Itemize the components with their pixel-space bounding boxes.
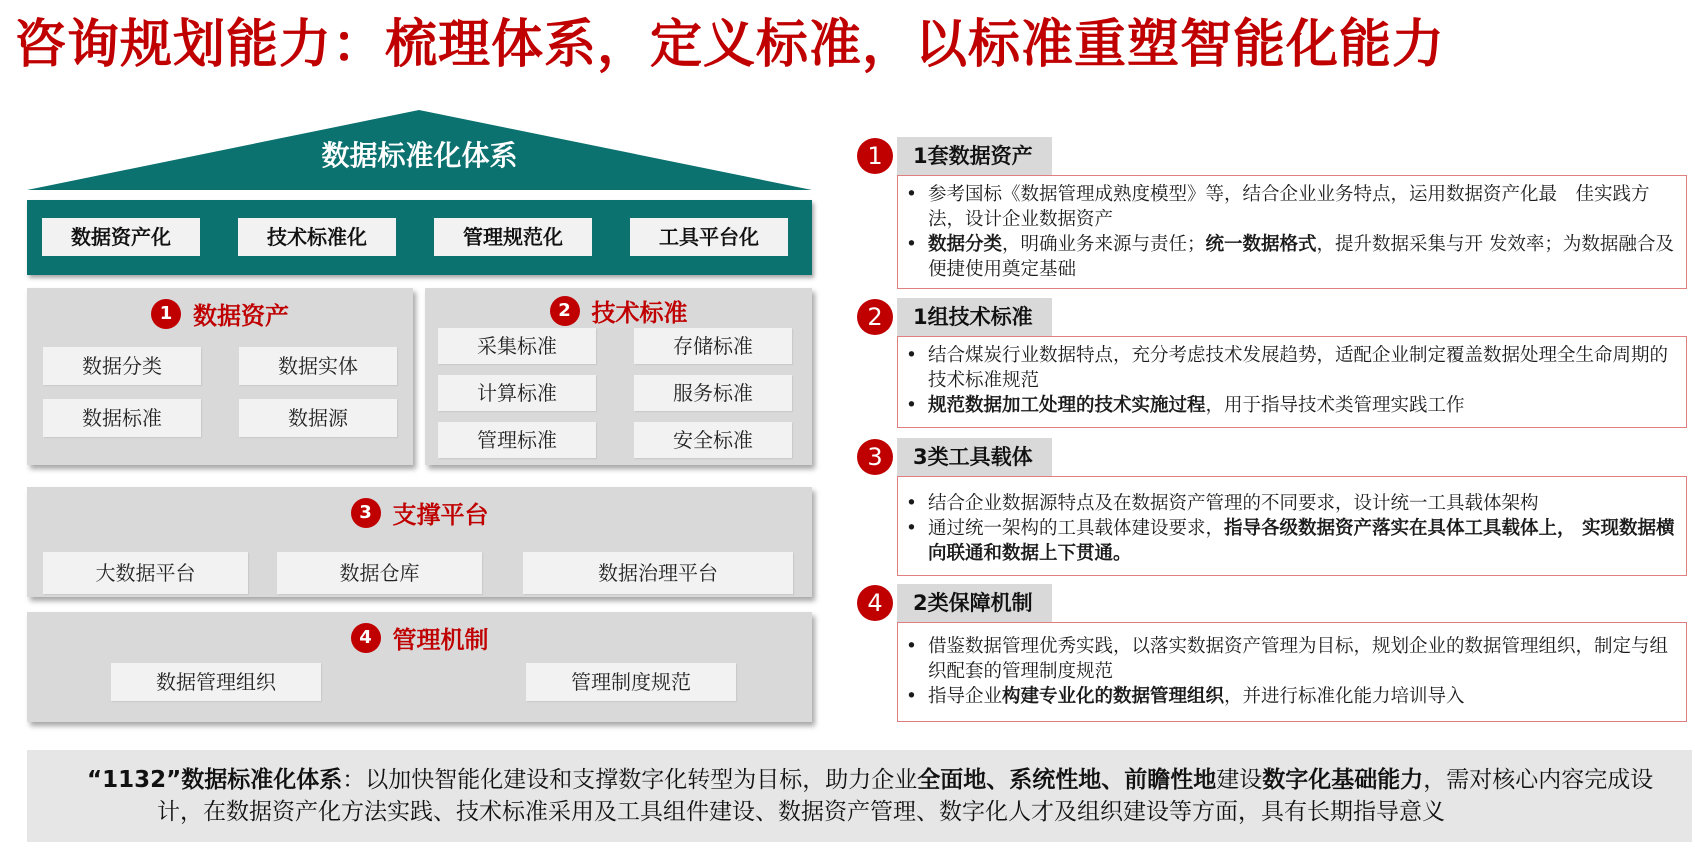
panel-heading [27,620,812,656]
bullet-item: • 结合煤炭行业数据特点，充分考虑技术发展趋势，适配企业制定覆盖数据处理全生命周期的技术标准规范 [898,343,1686,393]
page-title: 咨询规划能力：梳理体系，定义标准，以标准重塑智能化能力 [14,15,1446,75]
tag-data-standard: 数据标准 [43,399,201,437]
tag-management-system-spec: 管理制度规范 [526,663,736,701]
pillars-bar [27,200,812,275]
tag-data-classification: 数据分类 [43,347,201,385]
tag-compute-standard: 计算标准 [438,375,596,411]
pillar-data-assetization: 数据资产化 [42,218,200,256]
section-heading-2: 1组技术标准 [897,298,1052,336]
section-heading-4: 2类保障机制 [897,584,1052,622]
section-box-2 [897,336,1687,428]
panel-heading [425,293,812,329]
tag-storage-standard: 存储标准 [634,328,792,364]
section-number-4: 4 [857,585,893,621]
bullet-item: • 通过统一架构的工具载体建设要求，指导各级数据资产落实在具体工具载体上， 实现数据横向联通和数据上下贯通。 [898,516,1686,566]
section-box-4 [897,622,1687,722]
bullet-item: • 参考国标《数据管理成熟度模型》等，结合企业业务特点，运用数据资产化最 佳实践方法，设计企业数据资产 [898,182,1686,232]
bullet-item: • 指导企业构建专业化的数据管理组织，并进行标准化能力培训导入 [898,684,1686,709]
tag-service-standard: 服务标准 [634,375,792,411]
tag-data-management-org: 数据管理组织 [111,663,321,701]
panel-data-assets [27,288,413,465]
bullet-item: • 数据分类，明确业务来源与责任；统一数据格式，提升数据采集与开 发效率；为数据融合及便捷使用奠定基础 [898,232,1686,282]
panel-title: 技术标准 [591,299,688,327]
panel-tech-standards [425,288,812,465]
panel-support-platform [27,487,812,597]
panel-title: 支撑平台 [392,501,489,529]
tag-security-standard: 安全标准 [634,422,792,458]
number-badge: 2 [550,296,580,326]
pillar-management-normalization: 管理规范化 [434,218,592,256]
number-badge: 1 [151,299,181,329]
tag-data-source: 数据源 [239,399,397,437]
pillar-tool-platformization: 工具平台化 [630,218,788,256]
pillar-tech-standardization: 技术标准化 [238,218,396,256]
section-heading-1: 1套数据资产 [897,137,1052,175]
section-number-3: 3 [857,439,893,475]
tag-management-standard: 管理标准 [438,422,596,458]
section-box-3 [897,476,1687,576]
panel-heading [27,296,413,332]
section-heading-3: 3类工具载体 [897,438,1052,476]
framework-title: 数据标准化体系 [321,139,518,172]
panel-title: 管理机制 [392,626,489,654]
section-number-2: 2 [857,299,893,335]
section-number-1: 1 [857,138,893,174]
panel-title: 数据资产 [193,302,289,330]
bullet-item: • 规范数据加工处理的技术实施过程，用于指导技术类管理实践工作 [898,393,1686,418]
tag-collection-standard: 采集标准 [438,328,596,364]
tag-data-warehouse: 数据仓库 [277,552,482,594]
bullet-item: • 借鉴数据管理优秀实践，以落实数据资产管理为目标，规划企业的数据管理组织，制定与组织配套的管理制度规范 [898,634,1686,684]
number-badge: 3 [351,498,381,528]
panel-management-mechanism [27,612,812,722]
tag-data-governance-platform: 数据治理平台 [523,552,793,594]
bullet-item: • 结合企业数据源特点及在数据资产管理的不同要求，设计统一工具载体架构 [898,491,1686,516]
summary-banner: “1132”数据标准化体系：以加快智能化建设和支撑数字化转型为目标，助力企业全面地、系统性地、前瞻性地建设数字化基础能力，需对核心内容完成设计，在数据资产化方法实践、技术标准采用及工具组件建设、数据资产管理、数字化人才及组织建设等方面，具有长期指导意义 [27,750,1692,842]
tag-big-data-platform: 大数据平台 [43,552,248,594]
tag-data-entity: 数据实体 [239,347,397,385]
panel-heading [27,495,812,531]
number-badge: 4 [351,623,381,653]
section-box-1 [897,175,1687,289]
